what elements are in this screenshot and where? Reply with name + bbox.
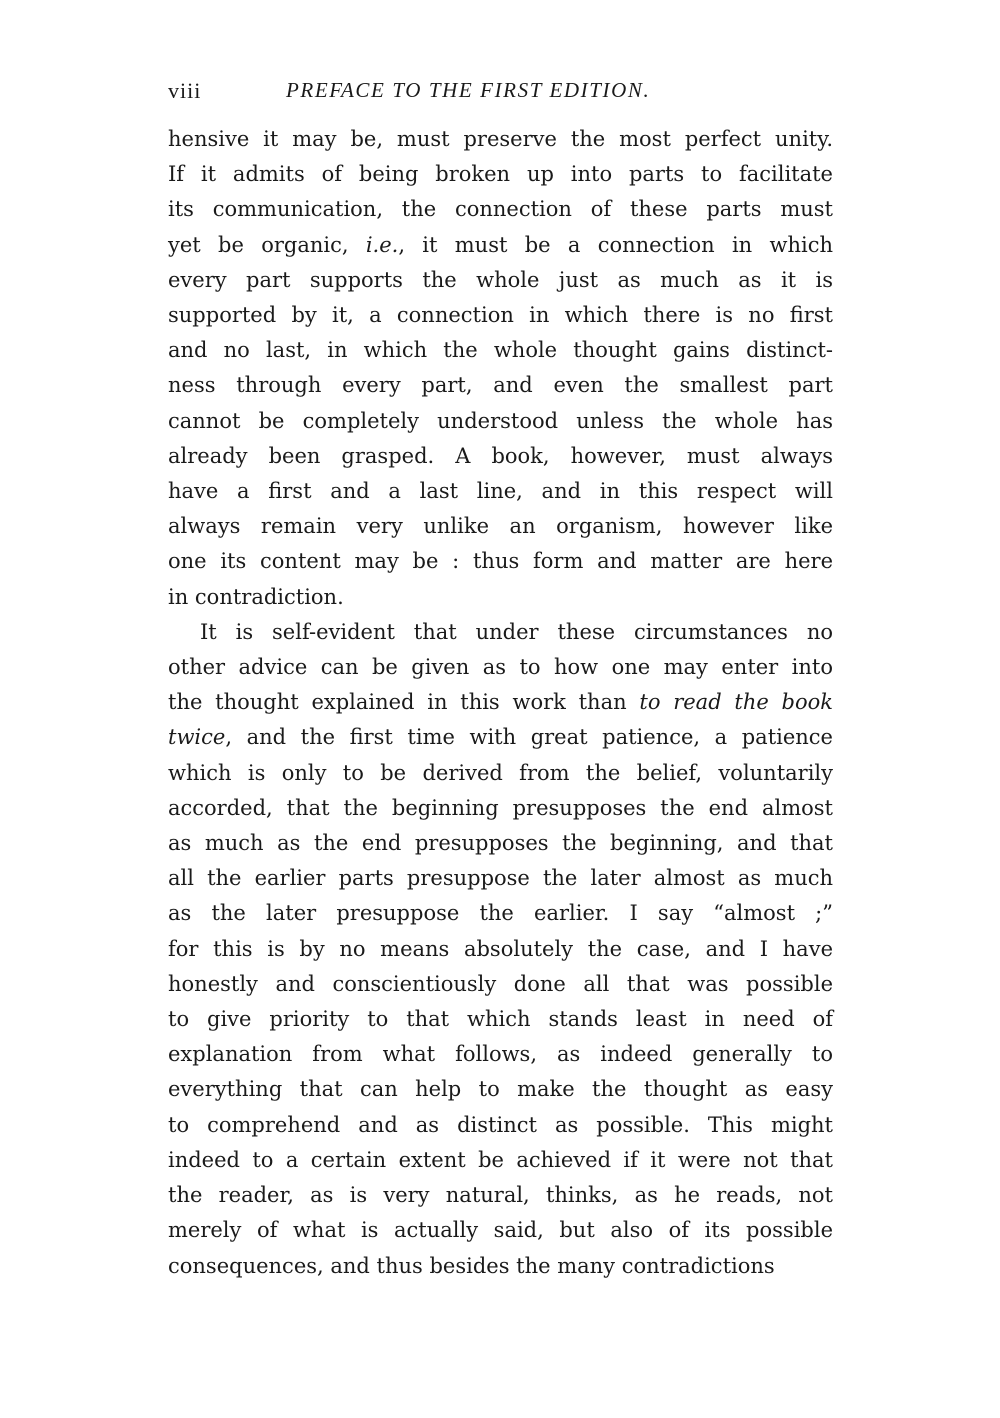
- text-line: merely of what is actually said, but also of its possible: [168, 1218, 833, 1243]
- emphasis-segment: i.e.: [365, 232, 399, 257]
- text-line: [168, 685, 833, 720]
- text-line: which is only to be derived from the belief, voluntarily: [168, 760, 833, 785]
- text-line: It is self-evident that under these circumstances no: [200, 619, 833, 644]
- text-segment: , it must be a connection in which: [398, 232, 834, 257]
- text-line: as much as the end presupposes the beginning, and that: [168, 831, 833, 856]
- text-line: and no last, in which the whole thought gains distinct-: [168, 338, 833, 363]
- text-line: cannot be completely understood unless the whole has: [168, 408, 833, 433]
- text-line: to give priority to that which stands least in need of: [168, 1007, 833, 1032]
- text-line: ness through every part, and even the smallest part: [168, 373, 833, 398]
- text-line: every part supports the whole just as much as it is: [168, 267, 833, 292]
- text-line: the reader, as is very natural, thinks, as he reads, not: [168, 1183, 833, 1208]
- body-text: [168, 122, 833, 1284]
- emphasis-segment: to read the book: [639, 690, 833, 715]
- text-line: as the later presuppose the earlier. I say “almost ;”: [168, 901, 833, 926]
- text-line: everything that can help to make the thought as easy: [168, 1077, 833, 1102]
- text-line: to comprehend and as distinct as possible. This might: [168, 1112, 833, 1137]
- text-line: hensive it may be, must preserve the most perfect unity.: [168, 127, 833, 151]
- text-segment: the thought explained in this work than: [168, 690, 640, 715]
- text-line: If it admits of being broken up into parts to facilitate: [168, 162, 833, 187]
- text-line: already been grasped. A book, however, must always: [168, 443, 833, 468]
- text-line: [168, 720, 833, 755]
- paragraph-1: [168, 122, 833, 615]
- text-line: for this is by no means absolutely the case, and I have: [168, 936, 833, 961]
- text-segment: yet be organic,: [168, 232, 366, 257]
- text-line: explanation from what follows, as indeed generally to: [168, 1042, 833, 1067]
- text-line: consequences, and thus besides the many contradictions: [168, 1253, 775, 1278]
- page-number: viii: [168, 78, 202, 103]
- running-head: [168, 78, 833, 108]
- running-title: PREFACE TO THE FIRST EDITION.: [286, 78, 651, 102]
- text-line: honestly and conscientiously done all that was possible: [168, 971, 833, 996]
- text-line: [168, 228, 833, 263]
- text-line: all the earlier parts presuppose the later almost as much: [168, 866, 833, 891]
- text-line: accorded, that the beginning presupposes the end almost: [168, 795, 833, 820]
- text-line: in contradiction.: [168, 584, 344, 609]
- book-page: [168, 78, 833, 1284]
- text-line: one its content may be : thus form and matter are here: [168, 549, 833, 574]
- paragraph-2: [168, 615, 833, 1284]
- text-line: supported by it, a connection in which there is no first: [168, 303, 833, 328]
- text-segment: , and the first time with great patience, a patience: [225, 725, 833, 750]
- emphasis-segment: twice: [168, 725, 226, 750]
- text-line: other advice can be given as to how one may enter into: [168, 655, 833, 680]
- text-line: have a first and a last line, and in this respect will: [168, 479, 833, 504]
- text-line: always remain very unlike an organism, however like: [168, 514, 833, 539]
- text-line: indeed to a certain extent be achieved if it were not that: [168, 1147, 833, 1172]
- text-line: its communication, the connection of these parts must: [168, 197, 833, 222]
